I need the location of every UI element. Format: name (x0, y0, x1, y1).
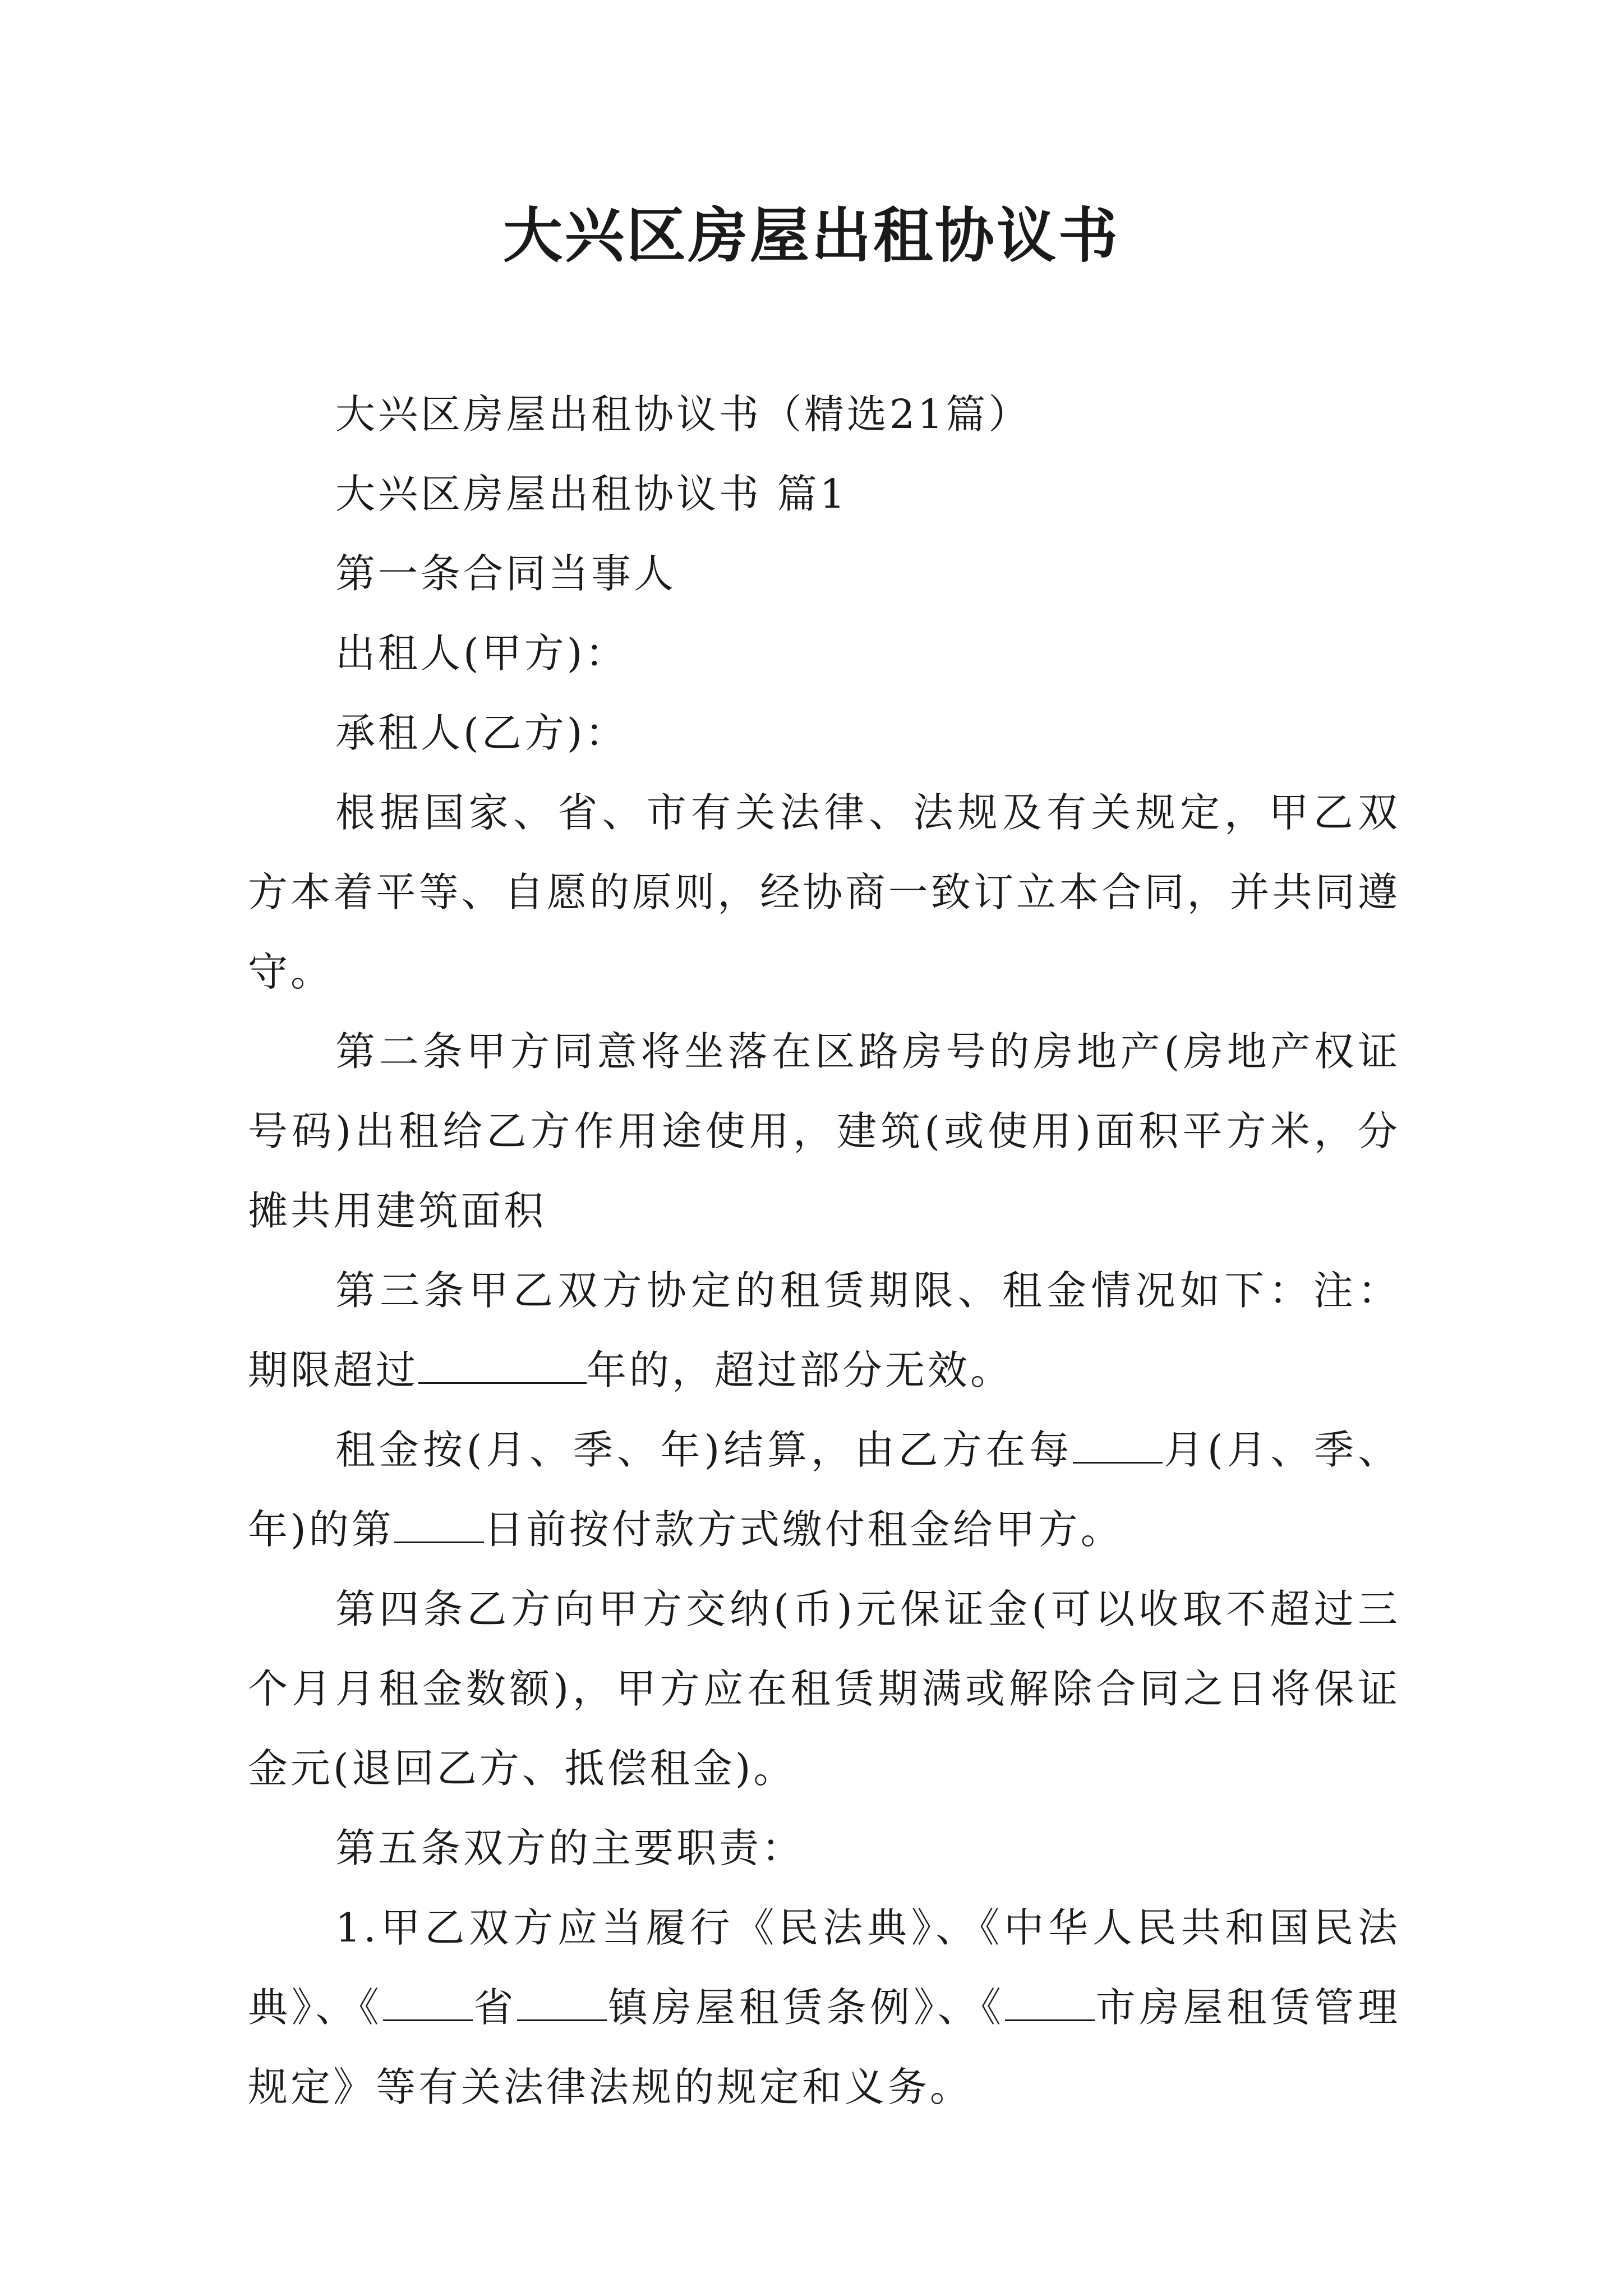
fill-blank (1073, 1428, 1163, 1464)
article-3-text-a: 第三条甲乙双方协定的租赁期限、租金情况如下：注：期限超过 (248, 1267, 1400, 1393)
preamble-paragraph: 根据国家、省、市有关法律、法规及有关规定，甲乙双方本着平等、自愿的原则，经协商一致订立本合同，并共同遵守。 (248, 789, 1400, 995)
article-3-paragraph (248, 1251, 1400, 1410)
rent-text-c: 日前按付款方式缴付租金给甲方。 (483, 1506, 1123, 1553)
document-title: 大兴区房屋出租协议书 (503, 200, 1120, 270)
fill-blank (517, 1986, 607, 2021)
fill-blank (1005, 1986, 1095, 2021)
duty-text-b: 省 (472, 1984, 518, 2031)
fill-blank (418, 1349, 587, 1384)
article-1-heading: 第一条合同当事人 (335, 550, 677, 597)
fill-blank (394, 1508, 484, 1543)
rent-text-a: 租金按(月、季、年)结算，由乙方在每 (335, 1427, 1073, 1473)
subtitle-paragraph: 大兴区房屋出租协议书（精选21篇） (335, 391, 1031, 438)
rent-payment-paragraph (248, 1410, 1400, 1570)
article-2-paragraph: 第二条甲方同意将坐落在区路房号的房地产(房地产权证号码)出租给乙方作用途使用，建筑(或使用)面积平方米，分摊共用建筑面积 (248, 1028, 1400, 1234)
document-body (248, 375, 1400, 2127)
article-3-text-b: 年的，超过部分无效。 (587, 1347, 1013, 1393)
duty-text-d: 市房屋租赁管理规定》等有关法律法规的规定和义务。 (248, 1984, 1400, 2110)
lessee-line: 承租人(乙方)： (335, 710, 628, 756)
fill-blank (383, 1986, 473, 2021)
article-4-paragraph: 第四条乙方向甲方交纳(币)元保证金(可以收取不超过三个月月租金数额)，甲方应在租赁期满或解除合同之日将保证金元(退回乙方、抵偿租金)。 (248, 1586, 1400, 1792)
duty-text-c: 镇房屋租赁条例》、《 (607, 1984, 1005, 2031)
lessor-line: 出租人(甲方)： (335, 630, 628, 677)
section-heading-paragraph: 大兴区房屋出租协议书 篇1 (335, 471, 848, 517)
article-5-heading: 第五条双方的主要职责： (335, 1825, 805, 1871)
duty-1-paragraph (248, 1888, 1400, 2127)
rent-text-b: 月(月、季、年)的第 (248, 1427, 1401, 1553)
duty-text-a: 1.甲乙双方应当履行《民法典》、《中华人民共和国民法典》、《 (248, 1904, 1400, 2031)
